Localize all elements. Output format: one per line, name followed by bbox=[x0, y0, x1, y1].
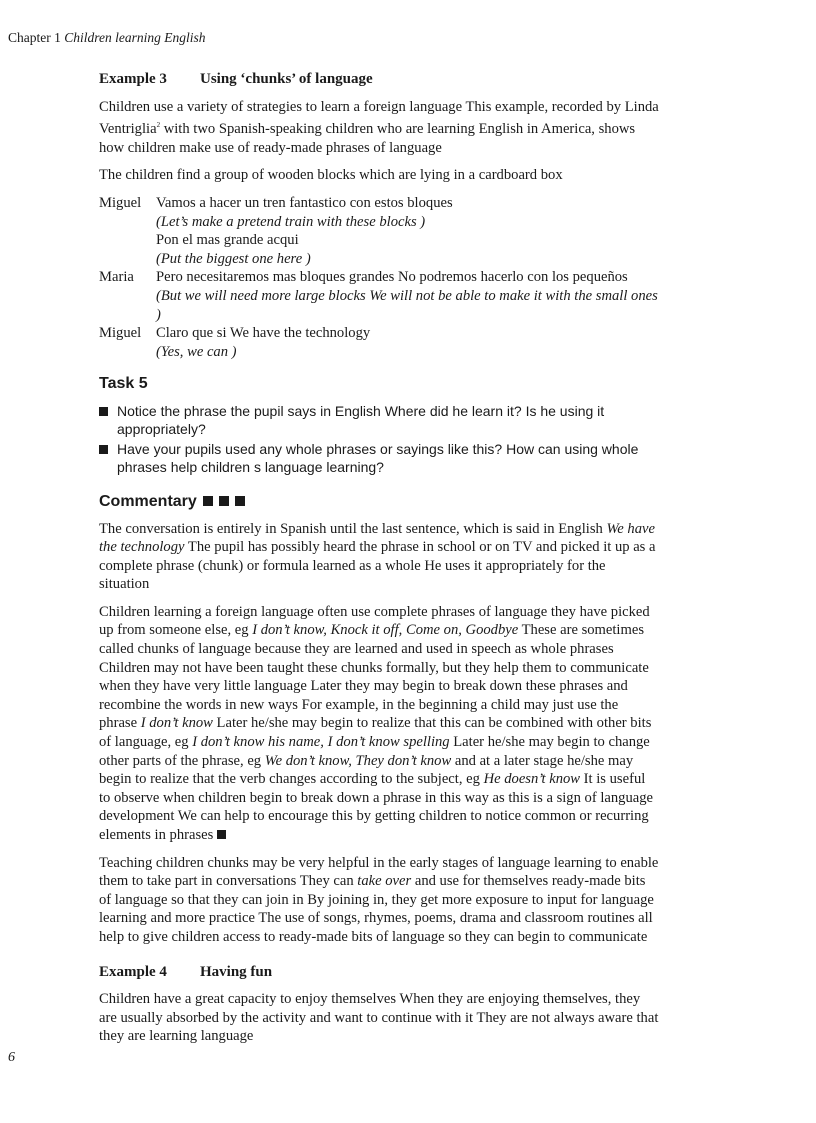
example4-text: Children have a great capacity to enjoy themselves When they are enjoying themselves, they are usually absorbed by the activity and want to continue with it They are not always aware that they are learning language bbox=[99, 991, 659, 1045]
dialogue-speaker: Maria bbox=[99, 269, 134, 286]
dialogue-speaker: Miguel bbox=[99, 194, 142, 211]
paragraph-text: and at a later stage he/she may begin to realize that the verb changes according to the subject, eg bbox=[99, 752, 634, 788]
dialogue-translation: (Let’s make a pretend train with these blocks ) bbox=[156, 213, 426, 230]
dialogue-speaker bbox=[99, 250, 156, 269]
commentary-heading bbox=[99, 493, 659, 512]
square-icon bbox=[203, 496, 213, 506]
paragraph-text: The conversation is entirely in Spanish until the last sentence, which is said in English bbox=[99, 520, 607, 537]
task5-item-text: Notice the phrase the pupil says in English Where did he learn it? Is he using it appropriately? bbox=[117, 402, 605, 437]
commentary-paragraph-3 bbox=[99, 854, 659, 947]
example3-number: Example 3 bbox=[99, 71, 167, 87]
task5-item-text: Have your pupils used any whole phrases or sayings like this? How can using whole phrases help children s language learning? bbox=[117, 440, 639, 475]
dialogue-text: Pero necesitaremos mas bloques grandes No podremos hacerlo con los pequeños bbox=[156, 269, 628, 286]
dialogue-speaker bbox=[99, 287, 156, 324]
paragraph-text: Teaching children chunks may be very helpful in the early stages of language learning to enable them to take part in conversations They can bbox=[99, 854, 659, 890]
dialogue-line bbox=[99, 324, 659, 343]
dialogue-translation: (Yes, we can ) bbox=[156, 343, 237, 360]
paragraph-text: The pupil has possibly heard the phrase in school or on TV and picked it up as a complete phrase (chunk) or formula learned as a whole He uses it appropriately for the situation bbox=[99, 539, 656, 593]
square-icon bbox=[219, 496, 229, 506]
dialogue-line bbox=[99, 213, 659, 232]
paragraph-text: Later he/she may begin to change other parts of the phrase, eg bbox=[99, 734, 650, 769]
square-icon bbox=[235, 496, 245, 506]
example-phrase: He doesn’t know bbox=[483, 771, 581, 788]
dialogue-speaker: Miguel bbox=[99, 325, 142, 342]
example3-heading bbox=[99, 70, 659, 89]
example3-intro-b: with two Spanish-speaking children who are learning English in America, shows how children make use of ready-made phrases of language bbox=[99, 121, 636, 156]
example-phrase: I don’t know his name, I don’t know spelling bbox=[192, 734, 450, 751]
dialogue-line bbox=[99, 250, 659, 269]
dialogue-line bbox=[99, 194, 659, 213]
dialogue-text: Claro que si We have the technology bbox=[156, 325, 371, 342]
example-phrase: I don’t know bbox=[140, 715, 213, 732]
dialogue-speaker bbox=[99, 213, 156, 232]
example3-intro-a: Children use a variety of strategies to learn a foreign language This example, recorded by Linda Ventriglia bbox=[99, 98, 659, 138]
square-bullet-icon bbox=[99, 445, 108, 454]
dialogue-line bbox=[99, 343, 659, 362]
example4-title: Having fun bbox=[200, 963, 273, 980]
task5-item bbox=[99, 402, 659, 438]
page-number: 6 bbox=[8, 1050, 15, 1065]
running-head bbox=[8, 30, 206, 46]
paragraph-text: Children learning a foreign language often use complete phrases of language they have picked up from someone else, eg bbox=[99, 603, 650, 639]
dialogue-line bbox=[99, 268, 659, 287]
footnote-marker: 2 bbox=[156, 121, 161, 130]
example3-setting: The children find a group of wooden blocks which are lying in a cardboard box bbox=[99, 167, 563, 184]
commentary-paragraph-1 bbox=[99, 520, 659, 594]
dialogue bbox=[99, 194, 659, 361]
dialogue-translation: (Put the biggest one here ) bbox=[156, 250, 311, 267]
end-square-icon bbox=[217, 830, 226, 839]
dialogue-speaker bbox=[99, 343, 156, 362]
page-content bbox=[99, 70, 659, 1055]
task5-list bbox=[99, 402, 659, 476]
example-phrase: I don’t know, Knock it off, Come on, Goodbye bbox=[252, 622, 519, 639]
task5-heading: Task 5 bbox=[99, 375, 148, 393]
example4-number: Example 4 bbox=[99, 963, 167, 980]
square-bullet-icon bbox=[99, 407, 108, 416]
commentary-paragraph-2 bbox=[99, 603, 659, 845]
example4-heading bbox=[99, 963, 659, 982]
example3-intro bbox=[99, 98, 659, 158]
running-head-title: Children learning English bbox=[64, 30, 206, 45]
paragraph-text: These are sometimes called chunks of language because they are learned and used in speech as whole phrases Children may not have been taught these chunks formally, but they help them to communicate when they have very little language Later they may begin to break down these phrases and recombine the words in new ways For example, in the beginning a child may just use the phrase bbox=[99, 622, 649, 732]
paragraph-text: Later he/she may begin to realize that this can be combined with other bits of language, eg bbox=[99, 715, 652, 751]
paragraph-text: It is useful to observe when children begin to break down a phrase in this way as this is a sign of language development We can help to encourage this by getting children to notice common or recurring elements in phrases bbox=[99, 771, 654, 843]
dialogue-text: Pon el mas grande acqui bbox=[156, 232, 299, 249]
dialogue-text: Vamos a hacer un tren fantastico con estos bloques bbox=[156, 194, 453, 211]
running-head-chapter: Chapter 1 bbox=[8, 30, 61, 45]
dialogue-speaker bbox=[99, 231, 156, 250]
paragraph-text: and use for themselves ready-made bits of language so that they can join in By joining in, they get more exposure to input for language learning and more practice The use of songs, rhymes, poems, drama and classroom routines all help to give children access to ready-made bits of language so they can begin to communicate bbox=[99, 873, 654, 945]
dialogue-line bbox=[99, 287, 659, 324]
example-phrase: We have the technology bbox=[99, 520, 655, 556]
example-phrase: We don’t know, They don’t know bbox=[264, 752, 452, 769]
example3-title: Using ‘chunks’ of language bbox=[200, 71, 373, 87]
example-phrase: take over bbox=[357, 873, 412, 890]
commentary-heading-text: Commentary bbox=[99, 492, 197, 510]
dialogue-line bbox=[99, 231, 659, 250]
dialogue-translation: (But we will need more large blocks We will not be able to make it with the small ones ) bbox=[156, 287, 658, 323]
task5-item bbox=[99, 440, 659, 476]
